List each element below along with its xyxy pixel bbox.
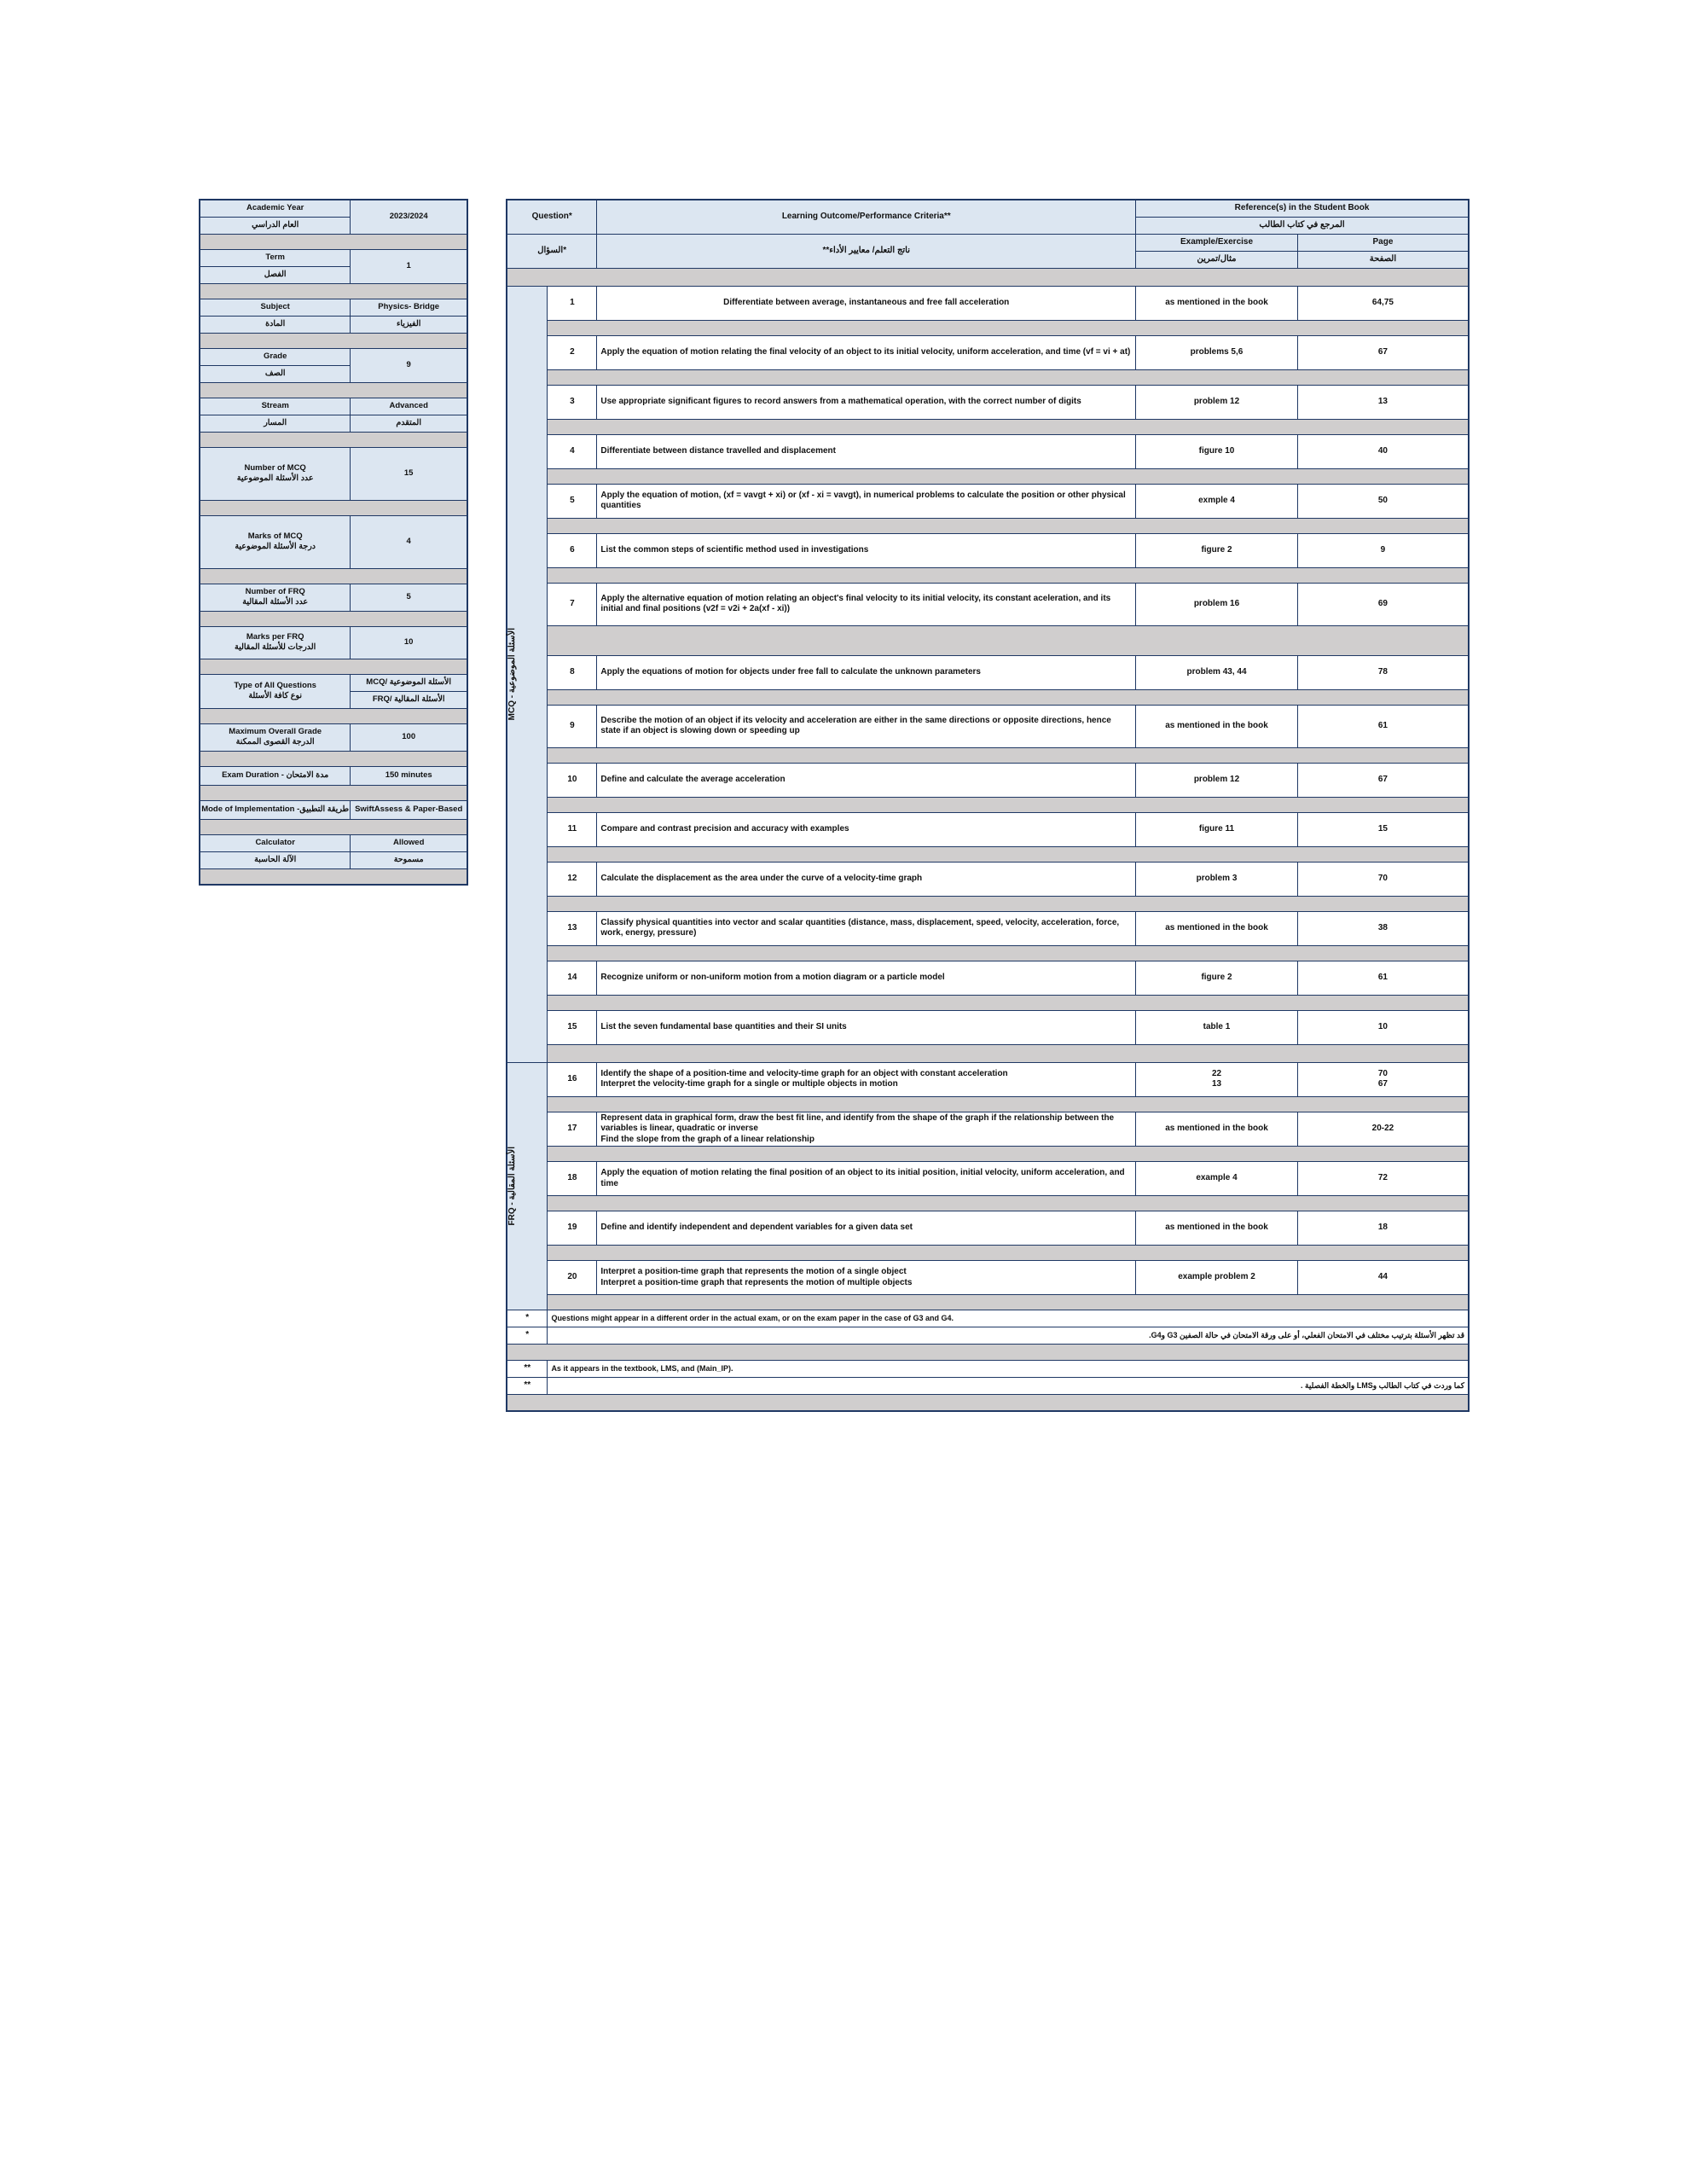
learning-outcome: Define and calculate the average acceleration (597, 763, 1136, 797)
question-row (507, 961, 1469, 995)
reference-example: figure 10 (1136, 434, 1298, 468)
spacer-row (507, 419, 1469, 434)
question-number: 14 (548, 961, 597, 995)
question-number: 8 (548, 655, 597, 689)
question-row (507, 1062, 1469, 1096)
learning-outcome: List the common steps of scientific method used in investigations (597, 533, 1136, 567)
spacer-cell (548, 625, 1469, 655)
spacer-cell (548, 747, 1469, 763)
academic-year-label-ar: العام الدراسي (200, 217, 351, 234)
spacer-row (507, 846, 1469, 862)
reference-example: problem 16 (1136, 583, 1298, 625)
spacer-row (200, 333, 467, 348)
reference-example: problem 12 (1136, 763, 1298, 797)
note-marker: ** (507, 1361, 548, 1378)
note-text: كما وردت في كتاب الطالب وLMS والخطة الفصلية . (548, 1378, 1469, 1395)
spacer-cell (548, 320, 1469, 335)
calculator-value: Allowed (351, 834, 467, 851)
question-type-label-ar: نوع كافة الأسئلة (248, 691, 303, 700)
question-number: 7 (548, 583, 597, 625)
question-row (507, 1162, 1469, 1196)
learning-outcome: Apply the equation of motion relating the final position of an object to its initial position, initial velocity, uniform acceleration, and time (597, 1162, 1136, 1196)
reference-example: problems 5,6 (1136, 335, 1298, 369)
reference-page: 70 (1297, 862, 1469, 896)
max-grade-label (200, 723, 351, 751)
learning-outcome: Classify physical quantities into vector and scalar quantities (distance, mass, displacement, speed, velocity, acceleration, force, work, energy, pressure) (597, 911, 1136, 945)
question-number: 15 (548, 1010, 597, 1044)
learning-outcome: Differentiate between average, instantaneous and free fall acceleration (597, 286, 1136, 320)
spacer-cell (548, 1044, 1469, 1062)
question-row (507, 911, 1469, 945)
spacer-cell (548, 1295, 1469, 1310)
reference-page: 67 (1297, 763, 1469, 797)
spacer-cell (548, 689, 1469, 705)
reference-page: 64,75 (1297, 286, 1469, 320)
spacer-cell (548, 797, 1469, 812)
marks-frq-label-ar: الدرجات للأسئلة المقالية (235, 642, 316, 652)
spacer-cell (548, 1096, 1469, 1112)
question-type-label-en: Type of All Questions (234, 681, 316, 691)
term-label-ar: الفصل (200, 266, 351, 283)
reference-page: 70 67 (1297, 1062, 1469, 1096)
question-row (507, 862, 1469, 896)
spacer-row (200, 432, 467, 447)
learning-outcome: Apply the equation of motion, (xf = vavgt + xi) or (xf - xi = vavgt), in numerical problems to calculate the position or other physical quantities (597, 484, 1136, 518)
num-mcq-label-en: Number of MCQ (244, 463, 306, 473)
reference-page: 67 (1297, 335, 1469, 369)
question-number: 10 (548, 763, 597, 797)
spacer-cell (548, 945, 1469, 961)
spacer-row (507, 320, 1469, 335)
spacer-row (200, 819, 467, 834)
question-number: 17 (548, 1112, 597, 1147)
reference-page: 50 (1297, 484, 1469, 518)
spacer-row (507, 896, 1469, 911)
reference-example: as mentioned in the book (1136, 286, 1298, 320)
spacer-cell (548, 1196, 1469, 1211)
reference-page: 69 (1297, 583, 1469, 625)
stream-label: Stream (200, 398, 351, 415)
academic-year-label: Academic Year (200, 200, 351, 217)
spacer-cell (548, 995, 1469, 1010)
implementation-mode-value: SwiftAssess & Paper-Based (351, 800, 467, 819)
exam-duration-label: Exam Duration - مدة الامتحان (200, 766, 351, 785)
stream-value: Advanced (351, 398, 467, 415)
reference-example: problem 12 (1136, 385, 1298, 419)
question-number: 18 (548, 1162, 597, 1196)
question-type-mcq: MCQ/ الأسئلة الموضوعية (351, 674, 467, 691)
frq-section-text: FRQ - الأسئلة المقالية (507, 1147, 517, 1226)
learning-outcome: List the seven fundamental base quantities and their SI units (597, 1010, 1136, 1044)
marks-frq-label-en: Marks per FRQ (246, 632, 304, 642)
num-frq-value: 5 (351, 584, 467, 611)
num-mcq-label-ar: عدد الأسئلة الموضوعية (236, 473, 314, 483)
note-text: As it appears in the textbook, LMS, and (Main_IP). (548, 1361, 1469, 1378)
note-marker: * (507, 1310, 548, 1327)
learning-outcome: Calculate the displacement as the area under the curve of a velocity-time graph (597, 862, 1136, 896)
spacer-row (507, 1246, 1469, 1261)
spacer-cell (548, 846, 1469, 862)
reference-example: exmple 4 (1136, 484, 1298, 518)
spacer-row (507, 1096, 1469, 1112)
reference-page: 72 (1297, 1162, 1469, 1196)
term-value: 1 (351, 249, 467, 283)
reference-page: 40 (1297, 434, 1469, 468)
reference-example: example 4 (1136, 1162, 1298, 1196)
marks-mcq-label-en: Marks of MCQ (247, 531, 303, 542)
learning-outcome-header: Learning Outcome/Performance Criteria** (597, 200, 1136, 234)
spacer-cell (548, 896, 1469, 911)
spacer-row (507, 1295, 1469, 1310)
reference-page: 9 (1297, 533, 1469, 567)
grade-value: 9 (351, 348, 467, 382)
question-number: 3 (548, 385, 597, 419)
mcq-section-text: MCQ - الأسئلة الموضوعية (507, 627, 517, 721)
num-frq-label-ar: عدد الأسئلة المقالية (242, 597, 309, 607)
note-marker: ** (507, 1378, 548, 1395)
reference-example: problem 3 (1136, 862, 1298, 896)
exam-info-table (199, 199, 468, 886)
learning-outcome: Use appropriate significant figures to record answers from a mathematical operation, with the correct number of digits (597, 385, 1136, 419)
learning-outcome: Differentiate between distance travelled and displacement (597, 434, 1136, 468)
question-row (507, 812, 1469, 846)
subject-value-ar: الفيزياء (351, 316, 467, 333)
marks-mcq-label-ar: درجة الأسئلة الموضوعية (235, 542, 316, 551)
spacer-row (200, 568, 467, 584)
subject-label-ar: المادة (200, 316, 351, 333)
spacer-row (507, 468, 1469, 484)
spacer-row (200, 868, 467, 885)
reference-header: Reference(s) in the Student Book (1136, 200, 1469, 217)
learning-outcome: Apply the equation of motion relating the final velocity of an object to its initial velocity, uniform acceleration, and time (vf = vi + at) (597, 335, 1136, 369)
reference-page: 61 (1297, 961, 1469, 995)
page-header-ar: الصفحة (1297, 251, 1469, 268)
spacer-cell (548, 468, 1469, 484)
reference-example: as mentioned in the book (1136, 911, 1298, 945)
question-number: 12 (548, 862, 597, 896)
num-mcq-value: 15 (351, 447, 467, 500)
question-row (507, 286, 1469, 320)
reference-page: 78 (1297, 655, 1469, 689)
spacer-row (507, 518, 1469, 533)
spacer-row (507, 995, 1469, 1010)
stream-label-ar: المسار (200, 415, 351, 432)
grade-label-ar: الصف (200, 365, 351, 382)
calculator-label: Calculator (200, 834, 351, 851)
marks-frq-label (200, 626, 351, 659)
spacer-row (200, 785, 467, 800)
reference-header-ar: المرجع في كتاب الطالب (1136, 217, 1469, 234)
question-row (507, 1010, 1469, 1044)
question-row (507, 1112, 1469, 1147)
spacer-row (507, 945, 1469, 961)
spacer-row (200, 382, 467, 398)
reference-page: 18 (1297, 1211, 1469, 1246)
marks-mcq-label (200, 515, 351, 568)
question-row (507, 1211, 1469, 1246)
spacer-row (507, 747, 1469, 763)
spacer-cell (548, 518, 1469, 533)
reference-page: 38 (1297, 911, 1469, 945)
question-row (507, 763, 1469, 797)
example-header: Example/Exercise (1136, 234, 1298, 251)
reference-page: 20-22 (1297, 1112, 1469, 1147)
question-row (507, 385, 1469, 419)
question-row (507, 705, 1469, 747)
reference-example: figure 11 (1136, 812, 1298, 846)
subject-label: Subject (200, 299, 351, 316)
question-row (507, 335, 1469, 369)
question-number: 4 (548, 434, 597, 468)
learning-outcome-header-ar: ناتج التعلم/ معايير الأداء** (597, 234, 1136, 268)
question-number: 5 (548, 484, 597, 518)
mcq-section-label (507, 286, 548, 1062)
question-number: 11 (548, 812, 597, 846)
spacer-cell (548, 369, 1469, 385)
learning-outcome: Apply the alternative equation of motion relating an object's final velocity to its initial velocity, its constant aceleration, and its initial and final positions (v2f = v2i + 2a(xf - xi)) (597, 583, 1136, 625)
question-row (507, 1261, 1469, 1295)
note-text: قد تظهر الأسئلة بترتيب مختلف في الامتحان الفعلي، أو على ورقة الامتحان في حالة الصفين G3 وG4. (548, 1327, 1469, 1345)
spacer-row (200, 611, 467, 626)
learning-outcome: Compare and contrast precision and accuracy with examples (597, 812, 1136, 846)
spacer-cell (548, 1246, 1469, 1261)
spacer-row (507, 268, 1469, 286)
num-frq-label-en: Number of FRQ (245, 587, 305, 597)
marks-mcq-value: 4 (351, 515, 467, 568)
max-grade-label-en: Maximum Overall Grade (229, 727, 322, 737)
spacer-row (200, 751, 467, 766)
num-frq-label (200, 584, 351, 611)
stream-value-ar: المتقدم (351, 415, 467, 432)
question-number: 6 (548, 533, 597, 567)
spacer-row (200, 500, 467, 515)
question-header: Question* (507, 200, 597, 234)
exam-duration-value: 150 minutes (351, 766, 467, 785)
reference-example: figure 2 (1136, 961, 1298, 995)
reference-example: problem 43, 44 (1136, 655, 1298, 689)
question-number: 13 (548, 911, 597, 945)
spacer-row (507, 369, 1469, 385)
spacer-cell (548, 419, 1469, 434)
max-grade-label-ar: الدرجة القصوى الممكنة (235, 737, 315, 746)
spacer-row (200, 283, 467, 299)
reference-example: as mentioned in the book (1136, 705, 1298, 747)
learning-outcome: Apply the equations of motion for objects under free fall to calculate the unknown parameters (597, 655, 1136, 689)
reference-example: table 1 (1136, 1010, 1298, 1044)
spacer-row (507, 1044, 1469, 1062)
note-text: Questions might appear in a different order in the actual exam, or on the exam paper in the case of G3 and G4. (548, 1310, 1469, 1327)
learning-outcome: Interpret a position-time graph that represents the motion of a single object Interpret a position-time graph that represents the motion of multiple objects (597, 1261, 1136, 1295)
reference-page: 61 (1297, 705, 1469, 747)
spacer-row (507, 689, 1469, 705)
reference-example: 22 13 (1136, 1062, 1298, 1096)
calculator-label-ar: الآلة الحاسبة (200, 851, 351, 868)
learning-outcome: Represent data in graphical form, draw the best fit line, and identify from the shape of the graph if the relationship between the variables is linear, quadratic or inverse Find the slope from the graph of a linear relationship (597, 1112, 1136, 1147)
question-header-ar: السؤال* (507, 234, 597, 268)
reference-page: 13 (1297, 385, 1469, 419)
question-number: 20 (548, 1261, 597, 1295)
note-marker: * (507, 1327, 548, 1345)
implementation-mode-label: Mode of Implementation -طريقة التطبيق (200, 800, 351, 819)
page-header: Page (1297, 234, 1469, 251)
question-specification-table (506, 199, 1470, 1412)
question-row (507, 533, 1469, 567)
calculator-value-ar: مسموحة (351, 851, 467, 868)
spacer-row (200, 708, 467, 723)
spacer-row (507, 797, 1469, 812)
spacer-row (507, 1196, 1469, 1211)
question-number: 16 (548, 1062, 597, 1096)
question-number: 1 (548, 286, 597, 320)
spacer-cell (548, 1147, 1469, 1162)
reference-page: 15 (1297, 812, 1469, 846)
subject-value: Physics- Bridge (351, 299, 467, 316)
question-number: 9 (548, 705, 597, 747)
learning-outcome: Identify the shape of a position-time and velocity-time graph for an object with constant acceleration Interpret the velocity-time graph for a single or multiple objects in motion (597, 1062, 1136, 1096)
spacer-row (507, 1147, 1469, 1162)
spacer-row (507, 1345, 1469, 1361)
reference-page: 10 (1297, 1010, 1469, 1044)
question-type-frq: FRQ/ الأسئلة المقالية (351, 691, 467, 708)
spacer-cell (548, 567, 1469, 583)
frq-section-label (507, 1062, 548, 1310)
learning-outcome: Describe the motion of an object if its velocity and acceleration are either in the same directions or opposite directions, hence state if an object is slowing down or speeding up (597, 705, 1136, 747)
spacer-row (200, 659, 467, 674)
question-row (507, 655, 1469, 689)
term-label: Term (200, 249, 351, 266)
question-number: 19 (548, 1211, 597, 1246)
reference-example: example problem 2 (1136, 1261, 1298, 1295)
learning-outcome: Recognize uniform or non-uniform motion from a motion diagram or a particle model (597, 961, 1136, 995)
academic-year-value: 2023/2024 (351, 200, 467, 234)
spacer-row (200, 234, 467, 249)
spacer-row (507, 567, 1469, 583)
spacer-row (507, 1395, 1469, 1412)
example-header-ar: مثال/تمرين (1136, 251, 1298, 268)
marks-frq-value: 10 (351, 626, 467, 659)
reference-example: as mentioned in the book (1136, 1211, 1298, 1246)
question-row (507, 434, 1469, 468)
grade-label: Grade (200, 348, 351, 365)
question-row (507, 583, 1469, 625)
max-grade-value: 100 (351, 723, 467, 751)
reference-example: figure 2 (1136, 533, 1298, 567)
num-mcq-label (200, 447, 351, 500)
question-number: 2 (548, 335, 597, 369)
question-row (507, 484, 1469, 518)
question-type-label (200, 674, 351, 708)
reference-example: as mentioned in the book (1136, 1112, 1298, 1147)
reference-page: 44 (1297, 1261, 1469, 1295)
spacer-row (507, 625, 1469, 655)
learning-outcome: Define and identify independent and dependent variables for a given data set (597, 1211, 1136, 1246)
